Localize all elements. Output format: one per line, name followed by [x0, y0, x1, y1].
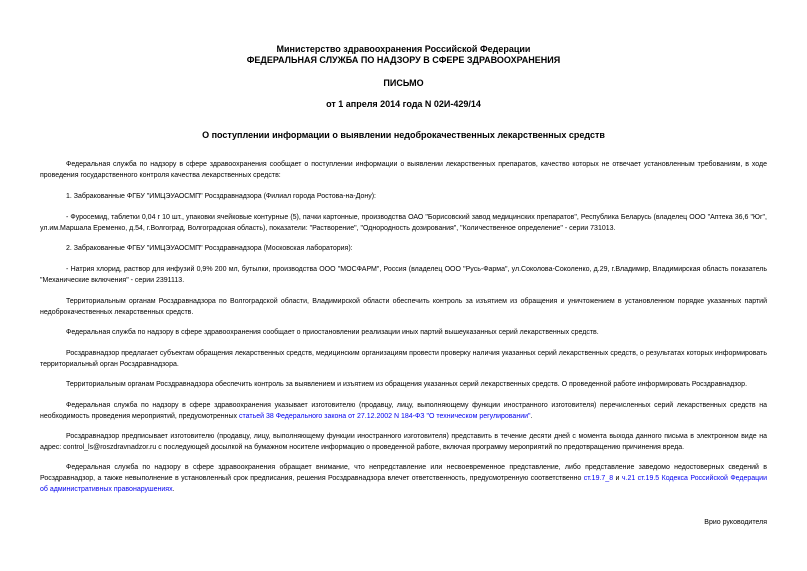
paragraph-sodium-chloride: - Натрия хлорид, раствор для инфузий 0,9% 200 мл, бутылки, производства ООО "МОСФАРМ", Россия (владелец ООО "Русь-Фарма", ул.Соколова-Соколенко, д.29, г.Владимир, Владимирская область показатель "Механические включения" - серии 2391113.	[40, 266, 767, 284]
doc-subject: О поступлении информации о выявлении недоброкачественных лекарственных средств	[202, 130, 605, 140]
law-184-link[interactable]: статьей 38 Федерального закона от 27.12.2002 N 184-ФЗ "О техническом регулировании"	[239, 413, 531, 420]
signature: Врио руководителя	[704, 519, 767, 526]
paragraph-furosemide: - Фуросемид, таблетки 0,04 г 10 шт., упаковки ячейковые контурные (5), пачки картонные, производства ОАО "Борисовский завод медицинских препаратов", Республика Беларусь (владелец ООО "Аптека 36,6 "Юг", ул.им.Маршала Еременко, д.54, г.Волгоград, Волгоградская область), показатели: "Растворение", "Однородность дозирования", "Количественное определение" - серии 731013.	[40, 214, 767, 232]
paragraph-check-offer: Росздравнадзор предлагает субъектам обращения лекарственных средств, медицинским организациям провести проверку наличия указанных серий лекарственных средств, о результатах которых информировать территориальный орган Росздравнадзора.	[40, 350, 767, 368]
paragraph-text: .	[172, 486, 175, 493]
paragraph-manufacturer-measures	[40, 400, 767, 422]
article-19-7-8-link[interactable]: ст.19.7_8	[583, 475, 614, 482]
doc-type: ПИСЬМО	[383, 78, 424, 88]
paragraph-text: .	[530, 413, 533, 420]
paragraph-rejected-2: 2. Забракованные ФГБУ "ИМЦЭУАОСМП" Росздравнадзора (Московская лаборатория):	[66, 245, 353, 252]
paragraph-text: и	[613, 475, 622, 482]
paragraph-suspension: Федеральная служба по надзору в сфере здравоохранения сообщает о приостановлении реализации иных партий вышеуказанных серий лекарственных средств.	[66, 329, 599, 336]
doc-date-number: от 1 апреля 2014 года N 02И-429/14	[326, 99, 481, 109]
paragraph-rejected-1: 1. Забракованные ФГБУ "ИМЦЭУАОСМП" Росздравнадзора (Филиал города Ростова-на-Дону):	[66, 193, 376, 200]
paragraph-liability	[40, 462, 767, 495]
koap-19-5-link[interactable]: ч.21 ст.19.5 Кодекса Российской Федерации об административных правонарушениях	[40, 475, 767, 493]
paragraph-text: Федеральная служба по надзору в сфере здравоохранения обращает внимание, что непредставление или несвоевременное представление, либо представление заведомо недостоверных сведений в Росздравнадзор, а также невыполнение в установленный срок предписания, решения Росздравнадзора влечет ответственность, предусмотренную соответственно	[40, 464, 767, 482]
paragraph-text: Федеральная служба по надзору в сфере здравоохранения указывает изготовителю (продавцу, лицу, выполняющему функции иностранного изготовителя) перечисленных серий лекарственных средств на необходимость проведения мероприятий, предусмотренных	[40, 402, 767, 420]
service-title: ФЕДЕРАЛЬНАЯ СЛУЖБА ПО НАДЗОРУ В СФЕРЕ ЗДРАВООХРАНЕНИЯ	[246, 55, 561, 65]
ministry-title: Министерство здравоохранения Российской Федерации	[276, 44, 531, 54]
paragraph-territorial-report: Территориальным органам Росздравнадзора обеспечить контроль за выявлением и изъятием из обращения указанных серий лекарственных средств. О проведенной работе информировать Росздравнадзор.	[66, 381, 748, 388]
paragraph-intro: Федеральная служба по надзору в сфере здравоохранения сообщает о поступлении информации о выявлении лекарственных препаратов, качество которых не отвечает установленным требованиям, в ходе проведения государственного контроля качества лекарственных средств:	[40, 161, 767, 179]
paragraph-territorial-control: Территориальным органам Росздравнадзора по Волгоградской области, Владимирской области обеспечить контроль за изъятием из обращения и уничтожением в установленном порядке указанных партий недоброкачественных лекарственных средств.	[40, 298, 767, 316]
paragraph-prescription: Росздравнадзор предписывает изготовителю (продавцу, лицу, выполняющему функции иностранного изготовителя) представить в течение десяти дней с момента выхода данного письма в электронном виде на адрес: control_ls@roszdravnadzor.ru с последующей досылкой на бумажном носителе информацию о проведенной работе, включая программу мероприятий по предотвращению причинения вреда.	[40, 433, 767, 451]
